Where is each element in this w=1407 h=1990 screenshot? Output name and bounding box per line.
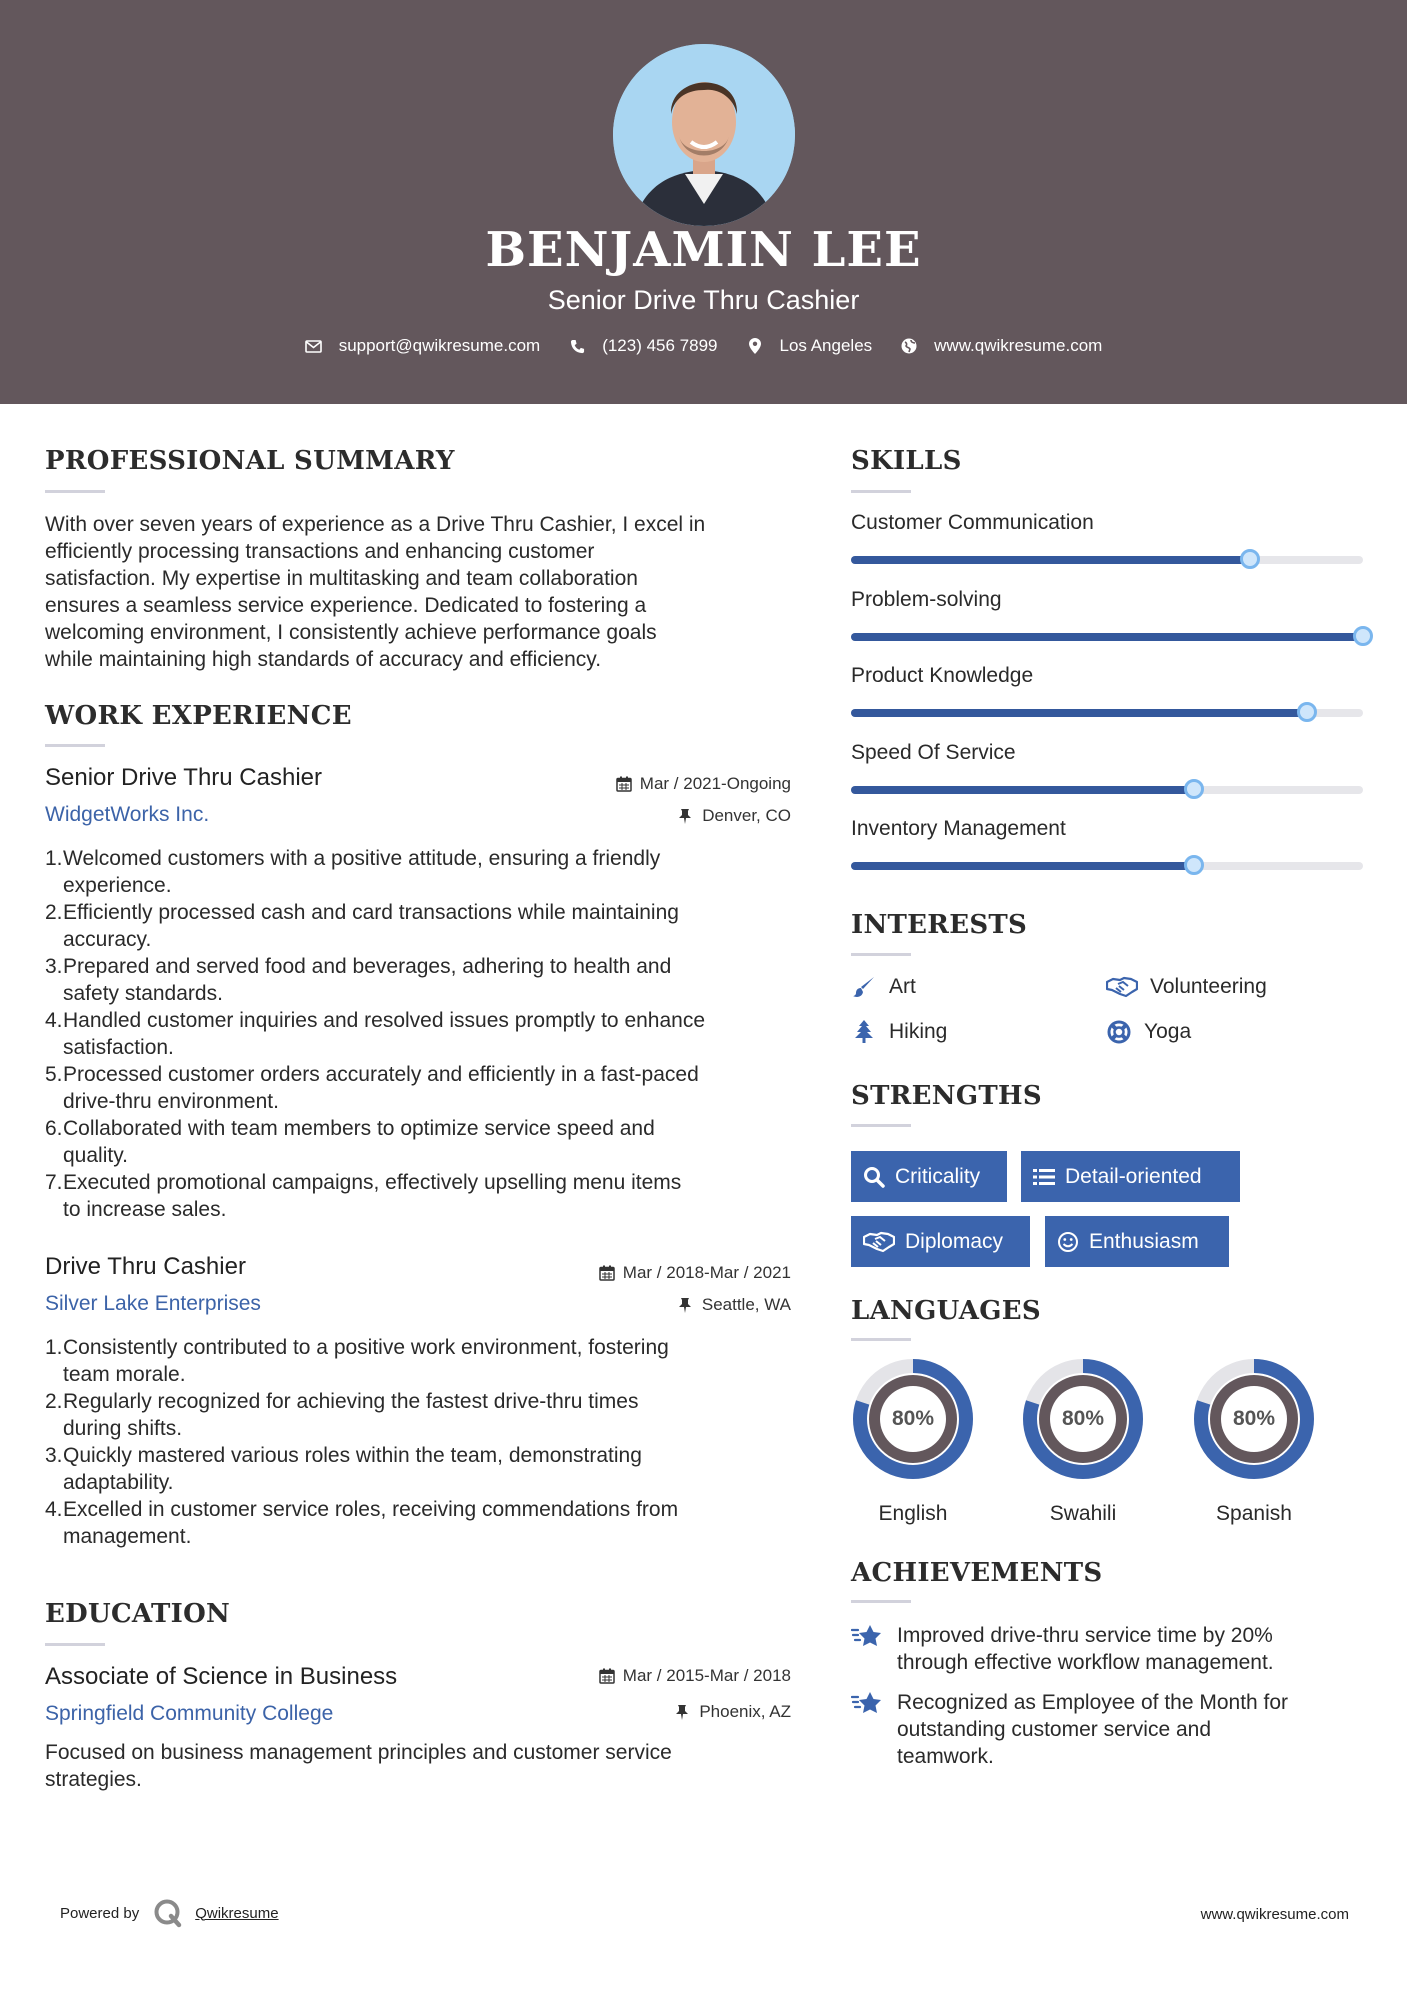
skill-label: Product Knowledge [851, 664, 1034, 687]
bullet-line: experience. [63, 874, 172, 897]
list-item [45, 953, 795, 1007]
skill-bar [851, 862, 1363, 870]
skill-label: Inventory Management [851, 817, 1066, 840]
footer-url[interactable]: www.qwikresume.com [1200, 1906, 1349, 1923]
strength-chip-detail-oriented [1021, 1151, 1240, 1202]
bullet-line: Processed customer orders accurately and efficiently in a fast-paced [63, 1063, 699, 1086]
bullet-number: 3. [45, 955, 63, 978]
bullet-number: 1. [45, 847, 63, 870]
list-item [45, 1061, 795, 1115]
list-item [45, 899, 795, 953]
interest-art [851, 974, 916, 1000]
strength-chip-enthusiasm [1045, 1216, 1229, 1267]
bullet-line: adaptability. [63, 1471, 174, 1494]
bullet-line: Collaborated with team members to optimize service speed and [63, 1117, 655, 1140]
paintbrush-icon [851, 974, 877, 1000]
contact-email[interactable] [305, 336, 541, 356]
bullet-line: Handled customer inquiries and resolved issues promptly to enhance [63, 1009, 706, 1032]
list-item [45, 1334, 795, 1388]
skill-bar [851, 633, 1363, 641]
job-dates-text: Mar / 2018-Mar / 2021 [622, 1263, 791, 1282]
calendar-icon [599, 1265, 615, 1281]
strength-label: Criticality [895, 1164, 981, 1188]
education-location [675, 1702, 791, 1722]
interest-label: Hiking [889, 1020, 948, 1043]
summary-line: ensures a seamless service experience. Dedicated to fostering a [45, 594, 647, 617]
list-item [45, 1115, 795, 1169]
education-description [45, 1739, 795, 1793]
pushpin-icon [675, 1704, 691, 1720]
bullet-line: Quickly mastered various roles within the team, demonstrating [63, 1444, 642, 1467]
bullet-line: Prepared and served food and beverages, adhering to health and [63, 955, 672, 978]
contact-bar [0, 336, 1407, 356]
phone-text: (123) 456 7899 [602, 336, 718, 355]
job-dates [599, 1263, 791, 1283]
summary-line: satisfaction. My expertise in multitasking and team collaboration [45, 567, 638, 590]
job-location-text: Denver, CO [702, 806, 791, 825]
bullet-line: satisfaction. [63, 1036, 174, 1059]
skills-title: SKILLS [851, 446, 962, 476]
skill-bar-fill [851, 556, 1250, 564]
achievement-line: outstanding customer service and [897, 1718, 1212, 1741]
strengths-title: STRENGTHS [851, 1081, 1042, 1111]
candidate-role: Senior Drive Thru Cashier [547, 285, 860, 315]
job-location [678, 806, 791, 826]
summary-line: With over seven years of experience as a Drive Thru Cashier, I excel in [45, 513, 706, 536]
bullet-line: Excelled in customer service roles, receiving commendations from [63, 1498, 679, 1521]
language-percent: 80% [1232, 1407, 1276, 1430]
interests-title: INTERESTS [851, 910, 1028, 940]
handshake-icon [863, 1231, 895, 1253]
lifebuoy-icon [1106, 1019, 1132, 1045]
list-item [45, 845, 795, 899]
bullet-line: Consistently contributed to a positive work environment, fostering [63, 1336, 669, 1359]
bullet-number: 7. [45, 1171, 63, 1194]
strength-chip-criticality [851, 1151, 1007, 1202]
education-description-line: Focused on business management principles and customer service [45, 1741, 672, 1764]
language-gauge [851, 1357, 975, 1525]
star-badge-icon [851, 1622, 885, 1656]
bullet-line: to increase sales. [63, 1198, 227, 1221]
company-name[interactable]: WidgetWorks Inc. [45, 803, 210, 826]
achievement-line: Recognized as Employee of the Month for [897, 1691, 1289, 1714]
globe-icon [900, 337, 918, 355]
section-divider [851, 490, 911, 493]
summary-line: while maintaining high standards of accuracy and efficiency. [45, 648, 602, 671]
language-gauge [1192, 1357, 1316, 1525]
skill-label: Speed Of Service [851, 740, 1016, 764]
bullet-number: 4. [45, 1498, 63, 1521]
interest-label: Yoga [1144, 1020, 1192, 1043]
job-location [678, 1295, 791, 1315]
achievements-title: ACHIEVEMENTS [851, 1558, 1103, 1588]
achievement-text [897, 1689, 1357, 1770]
achievement-item [851, 1689, 1357, 1770]
search-icon [863, 1166, 885, 1188]
bullet-line: quality. [63, 1144, 128, 1167]
footer-powered-by [60, 1898, 279, 1928]
candidate-name: BENJAMIN LEE [485, 222, 922, 278]
contact-phone[interactable] [568, 336, 717, 356]
job-location-text: Seattle, WA [701, 1295, 791, 1314]
strength-label: Diplomacy [905, 1229, 1004, 1253]
skill-bar [851, 556, 1363, 564]
star-badge-icon [851, 1689, 885, 1723]
skill-label: Customer Communication [851, 511, 1094, 534]
achievement-text [897, 1622, 1357, 1676]
tree-icon [851, 1019, 877, 1045]
bullet-line: management. [63, 1525, 192, 1548]
bullet-line: Executed promotional campaigns, effectively upselling menu items [63, 1171, 682, 1194]
achievement-line: Improved drive-thru service time by 20% [897, 1624, 1273, 1647]
skill-bar-handle [1184, 855, 1204, 875]
bullet-line: Welcomed customers with a positive attitude, ensuring a friendly [63, 847, 661, 870]
interest-volunteering [1106, 974, 1267, 1000]
degree-title: Associate of Science in Business [45, 1663, 398, 1690]
profile-photo [613, 44, 795, 226]
bullet-line: team morale. [63, 1363, 186, 1386]
achievement-line: teamwork. [897, 1745, 994, 1768]
list-item [45, 1496, 795, 1550]
section-divider [851, 1338, 911, 1341]
brand-link[interactable]: Qwikresume [195, 1904, 279, 1922]
skill-bar-handle [1240, 549, 1260, 569]
summary-line: welcoming environment, I consistently achieve performance goals [45, 621, 657, 644]
section-divider [851, 953, 911, 956]
bullet-number: 2. [45, 1390, 63, 1413]
bullet-number: 3. [45, 1444, 63, 1467]
interest-yoga [1106, 1019, 1191, 1045]
skill-bar-fill [851, 633, 1363, 641]
bullet-line: drive-thru environment. [63, 1090, 279, 1113]
section-divider [45, 1643, 105, 1646]
summary-line: efficiently processing transactions and enhancing customer [45, 540, 595, 563]
skill-bar-fill [851, 709, 1307, 717]
list-item [45, 1388, 795, 1442]
job-title: Senior Drive Thru Cashier [45, 764, 322, 791]
section-divider [851, 1600, 911, 1603]
skill-bar-handle [1353, 626, 1373, 646]
skill-bar-handle [1297, 702, 1317, 722]
skill-bar-fill [851, 862, 1194, 870]
pushpin-icon [678, 808, 694, 824]
bullet-number: 1. [45, 1336, 63, 1359]
language-name: Spanish [1216, 1502, 1292, 1525]
education-dates [599, 1666, 791, 1686]
resume-header [0, 0, 1407, 404]
phone-icon [568, 337, 586, 355]
job-title: Drive Thru Cashier [45, 1253, 246, 1280]
job-bullets [45, 1334, 795, 1550]
job-bullets [45, 845, 795, 1223]
qwikresume-logo-icon [153, 1898, 183, 1928]
skill-bar-fill [851, 786, 1194, 794]
school-name[interactable]: Springfield Community College [45, 1702, 334, 1725]
language-name: English [878, 1502, 948, 1525]
list-item [45, 1442, 795, 1496]
pushpin-icon [678, 1297, 694, 1313]
bullet-line: accuracy. [63, 928, 152, 951]
website-text: www.qwikresume.com [934, 336, 1103, 355]
education-dates-text: Mar / 2015-Mar / 2018 [622, 1666, 791, 1685]
summary-text [45, 511, 785, 673]
company-name[interactable]: Silver Lake Enterprises [45, 1292, 261, 1315]
handshake-icon [1106, 974, 1138, 1000]
envelope-icon [305, 337, 323, 355]
language-gauge [1021, 1357, 1145, 1525]
job-dates [616, 774, 791, 794]
bullet-number: 4. [45, 1009, 63, 1032]
smile-icon [1057, 1231, 1079, 1253]
experience-title: WORK EXPERIENCE [45, 701, 352, 731]
education-description-line: strategies. [45, 1768, 142, 1791]
interest-hiking [851, 1019, 947, 1045]
list-icon [1033, 1166, 1055, 1188]
language-name: Swahili [1049, 1502, 1117, 1525]
bullet-line: safety standards. [63, 982, 223, 1005]
bullet-number: 5. [45, 1063, 63, 1086]
calendar-icon [599, 1668, 615, 1684]
calendar-icon [616, 776, 632, 792]
education-title: EDUCATION [45, 1599, 231, 1629]
email-text: support@qwikresume.com [338, 336, 541, 355]
interest-label: Art [889, 975, 916, 998]
powered-by-text: Powered by [60, 1904, 140, 1922]
strength-chip-diplomacy [851, 1216, 1030, 1267]
bullet-number: 2. [45, 901, 63, 924]
strength-label: Enthusiasm [1089, 1229, 1199, 1253]
skill-bar-handle [1184, 779, 1204, 799]
bullet-line: Efficiently processed cash and card transactions while maintaining [63, 901, 679, 924]
languages-title: LANGUAGES [851, 1296, 1041, 1326]
bullet-line: Regularly recognized for achieving the fastest drive-thru times [63, 1390, 639, 1413]
section-divider [45, 490, 105, 493]
location-text: Los Angeles [779, 336, 873, 355]
interest-label: Volunteering [1150, 975, 1267, 998]
language-percent: 80% [1061, 1407, 1105, 1430]
strength-label: Detail-oriented [1065, 1164, 1202, 1188]
language-percent: 80% [891, 1407, 935, 1430]
skill-bar [851, 709, 1363, 717]
achievement-item [851, 1622, 1357, 1676]
summary-title: PROFESSIONAL SUMMARY [45, 446, 455, 476]
skill-bar [851, 786, 1363, 794]
bullet-number: 6. [45, 1117, 63, 1140]
education-location-text: Phoenix, AZ [699, 1702, 791, 1721]
section-divider [851, 1124, 911, 1127]
skill-label: Problem-solving [851, 587, 1002, 611]
achievement-line: through effective workflow management. [897, 1651, 1274, 1674]
list-item [45, 1169, 795, 1223]
contact-location [746, 336, 873, 356]
list-item [45, 1007, 795, 1061]
section-divider [45, 744, 105, 747]
contact-website[interactable] [900, 336, 1102, 356]
job-dates-text: Mar / 2021-Ongoing [639, 774, 791, 793]
bullet-line: during shifts. [63, 1417, 183, 1440]
map-pin-icon [746, 337, 764, 355]
